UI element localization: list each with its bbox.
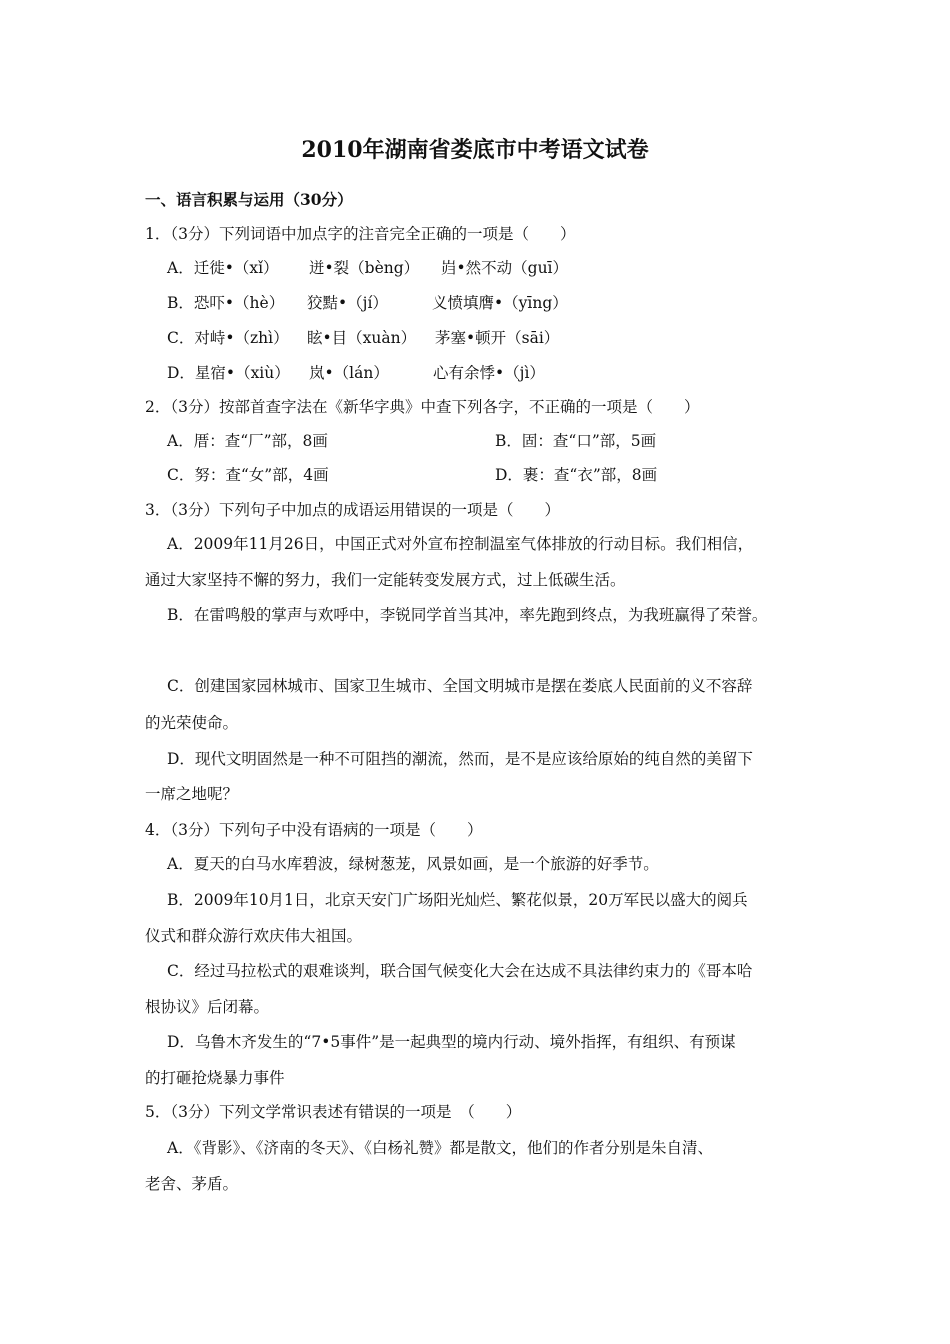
option-d-word-2: 岚•（lán）: [309, 364, 389, 382]
question-3-option-b: B．在雷鸣般的掌声与欢呼中，李锐同学首当其冲，率先跑到终点，为我班赢得了荣誉。: [167, 606, 768, 624]
option-c-word-1: C．对峙•（zhì）: [167, 329, 289, 347]
question-1-option-a: [167, 258, 817, 278]
question-4-option-b-line-2: 仪式和群众游行欢庆伟大祖国。: [145, 927, 363, 945]
question-2-stem: 2．（3分）按部首查字法在《新华字典》中查下列各字，不正确的一项是（ ）: [145, 398, 700, 416]
question-4-option-c-line-2: 根协议》后闭幕。: [145, 998, 270, 1016]
option-b-word-2: 狡黠•（jí）: [307, 294, 388, 312]
option-d-word-1: D．星宿•（xiù）: [167, 364, 290, 382]
question-2-option-b: B．固：查“口”部，5画: [495, 432, 657, 450]
question-5-option-a-line-2: 老舍、茅盾。: [145, 1175, 239, 1193]
question-2-option-c: C．努：查“女”部，4画: [167, 466, 329, 484]
question-3-option-a-line-2: 通过大家坚持不懈的努力，我们一定能转变发展方式，过上低碳生活。: [145, 571, 626, 589]
question-4-option-a: A．夏天的白马水库碧波，绿树葱茏，风景如画，是一个旅游的好季节。: [167, 855, 659, 873]
option-d-word-3: 心有余悸•（jì）: [433, 364, 545, 382]
exam-title: 2010年湖南省娄底市中考语文试卷: [301, 137, 649, 163]
question-3-option-c-line-1: C．创建国家园林城市、国家卫生城市、全国文明城市是摆在娄底人民面前的义不容辞: [167, 677, 753, 695]
question-3-option-c-line-2: 的光荣使命。: [145, 714, 239, 732]
question-4-option-b-line-1: B．2009年10月1日，北京天安门广场阳光灿烂、繁花似景，20万军民以盛大的阅兵: [167, 891, 748, 909]
question-3-option-d-line-1: D．现代文明固然是一种不可阻挡的潮流，然而，是不是应该给原始的纯自然的美留下: [167, 750, 753, 768]
option-b-word-3: 义愤填膺•（yīng）: [432, 294, 568, 312]
question-1-option-b: [167, 293, 817, 313]
question-3-stem: 3．（3分）下列句子中加点的成语运用错误的一项是（ ）: [145, 501, 560, 519]
question-4-option-d-line-1: D．乌鲁木齐发生的“7•5事件”是一起典型的境内行动、境外指挥，有组织、有预谋: [167, 1033, 736, 1051]
question-2-option-d: D．裹：查“衣”部，8画: [495, 466, 658, 484]
question-4-option-d-line-2: 的打砸抢烧暴力事件: [145, 1069, 285, 1087]
question-1-option-d: [167, 363, 817, 383]
option-a-word-2: 迸•裂（bèng）: [309, 259, 420, 277]
question-2-option-a: A．厝：查“厂”部，8画: [167, 432, 328, 450]
question-5-option-a-line-1: A．《背影》、《济南的冬天》、《白杨礼赞》都是散文，他们的作者分别是朱自清、: [167, 1139, 713, 1157]
question-1-stem: 1．（3分）下列词语中加点字的注音完全正确的一项是（ ）: [145, 225, 576, 243]
option-c-word-2: 眩•目（xuàn）: [307, 329, 417, 347]
question-4-stem: 4．（3分）下列句子中没有语病的一项是（ ）: [145, 821, 483, 839]
option-c-word-3: 茅塞•顿开（sāi）: [435, 329, 560, 347]
question-4-option-c-line-1: C．经过马拉松式的艰难谈判，联合国气候变化大会在达成不具法律约束力的《哥本哈: [167, 962, 753, 980]
question-3-option-a-line-1: A．2009年11月26日，中国正式对外宣布控制温室气体排放的行动目标。我们相信，: [167, 535, 754, 553]
option-b-word-1: B．恐吓•（hè）: [167, 294, 285, 312]
section-heading: 一、语言积累与运用（30分）: [145, 190, 353, 209]
question-3-option-d-line-2: 一席之地呢？: [145, 785, 239, 803]
option-a-word-1: A．迁徙•（xǐ）: [167, 259, 279, 277]
question-1-option-c: [167, 328, 817, 348]
option-a-word-3: 岿•然不动（guī）: [441, 259, 569, 277]
question-5-stem: 5．（3分）下列文学常识表述有错误的一项是 （ ）: [145, 1103, 522, 1121]
